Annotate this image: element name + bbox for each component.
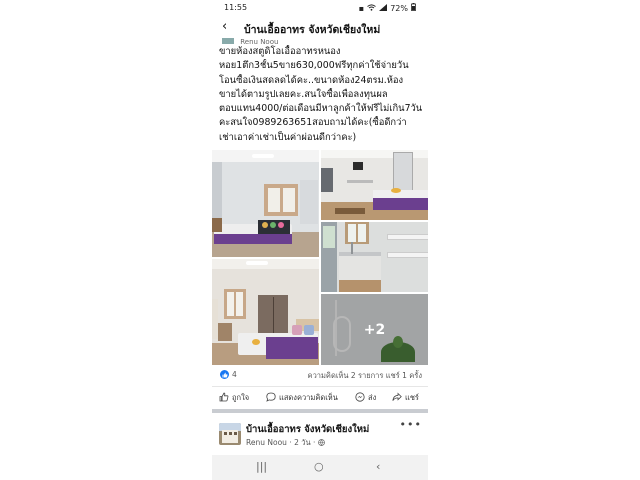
back-button[interactable]: ‹ — [222, 19, 228, 34]
post-stats — [212, 366, 428, 382]
photo-room-tv[interactable] — [321, 150, 428, 220]
reaction-summary[interactable] — [220, 370, 237, 379]
thumbs-up-icon — [219, 392, 229, 404]
notification-icon: ▪ — [358, 3, 365, 13]
app-bar — [212, 15, 428, 39]
post-text-line: เช่าเอาค่าเช่าเป็นค่าผ่อนดีกว่าคะ) — [219, 131, 357, 143]
post-text-line: โอนซื้อเงินสดลดได้คะ..ขนาดห้อง24ตรม.ห้อง — [219, 74, 404, 86]
photo-kitchen-sink[interactable] — [321, 222, 428, 292]
status-icons — [359, 3, 416, 13]
more-options-button[interactable] — [400, 418, 422, 431]
partial-author-row — [222, 38, 422, 44]
status-bar — [212, 0, 428, 15]
feed-separator — [212, 409, 428, 413]
photo-bedroom-window[interactable] — [212, 150, 319, 257]
post-actions — [212, 386, 428, 409]
author-avatar[interactable] — [222, 38, 234, 44]
post-text-line: หอย1ตึก3ชั้น5ขาย630,000ฟรีทุกค่าใช้จ่ายวัน — [219, 60, 409, 72]
post-text-line: ขายได้ตามรูปเลยคะ.สนใจซื้อเพื่อลงทุนผล — [219, 88, 388, 100]
messenger-icon — [355, 392, 365, 404]
nav-back-button[interactable]: ‹ — [376, 460, 381, 473]
next-post-header — [212, 415, 428, 455]
home-button[interactable]: ○ — [314, 460, 324, 473]
comment-share-counts[interactable]: ความคิดเห็น 2 รายการ แชร์ 1 ครั้ง — [307, 371, 422, 380]
system-nav-bar — [212, 455, 428, 480]
send-label: ส่ง — [368, 393, 377, 402]
like-button[interactable] — [219, 392, 249, 404]
post-text — [219, 45, 425, 145]
post-text-line: ตอบแทน4000/ต่อเดือนมีหาลูกค้าให้ฟรีไม่เกิน7วัน — [219, 103, 423, 115]
comment-label: แสดงความคิดเห็น — [279, 393, 338, 402]
group-avatar[interactable] — [219, 423, 241, 445]
like-label: ถูกใจ — [232, 393, 250, 402]
battery-icon — [411, 3, 416, 13]
globe-icon — [318, 438, 325, 447]
signal-icon — [379, 4, 387, 13]
phone-screen — [212, 0, 428, 480]
like-reaction-icon — [220, 370, 229, 379]
photo-bedroom-wardrobe[interactable] — [212, 259, 319, 365]
more-dots-icon: ••• — [399, 418, 422, 431]
photo-gallery — [212, 150, 428, 365]
author-name[interactable]: Renu Noou — [240, 38, 279, 44]
next-post-title[interactable]: บ้านเอื้ออาทร จังหวัดเชียงใหม่ — [246, 424, 370, 435]
more-photos-overlay[interactable]: +2 — [321, 294, 428, 365]
share-arrow-icon — [392, 392, 402, 404]
next-post-meta-text[interactable]: Renu Noou · 2 วัน · — [246, 438, 318, 447]
photo-bathroom-more[interactable] — [321, 294, 428, 365]
like-count: 4 — [232, 370, 237, 379]
post-text-line: คะสนใจ0989263651สอบถามได้คะ(ซื้อดีกว่า — [219, 117, 407, 129]
share-button[interactable] — [392, 392, 419, 404]
status-time: 11:55 — [224, 3, 248, 12]
recent-apps-button[interactable]: ||| — [256, 460, 268, 473]
share-label: แชร์ — [405, 393, 419, 402]
page-title: บ้านเอื้ออาทร จังหวัดเชียงใหม่ — [244, 24, 381, 36]
battery-percent: 72% — [390, 3, 408, 13]
comment-icon — [266, 392, 276, 404]
comment-button[interactable] — [266, 392, 338, 404]
next-post-meta — [246, 437, 325, 449]
wifi-icon — [367, 4, 376, 13]
post-text-line: ขายห้องสตูดิโอเอื้ออาทรหนอง — [219, 46, 341, 57]
send-button[interactable] — [355, 392, 376, 404]
